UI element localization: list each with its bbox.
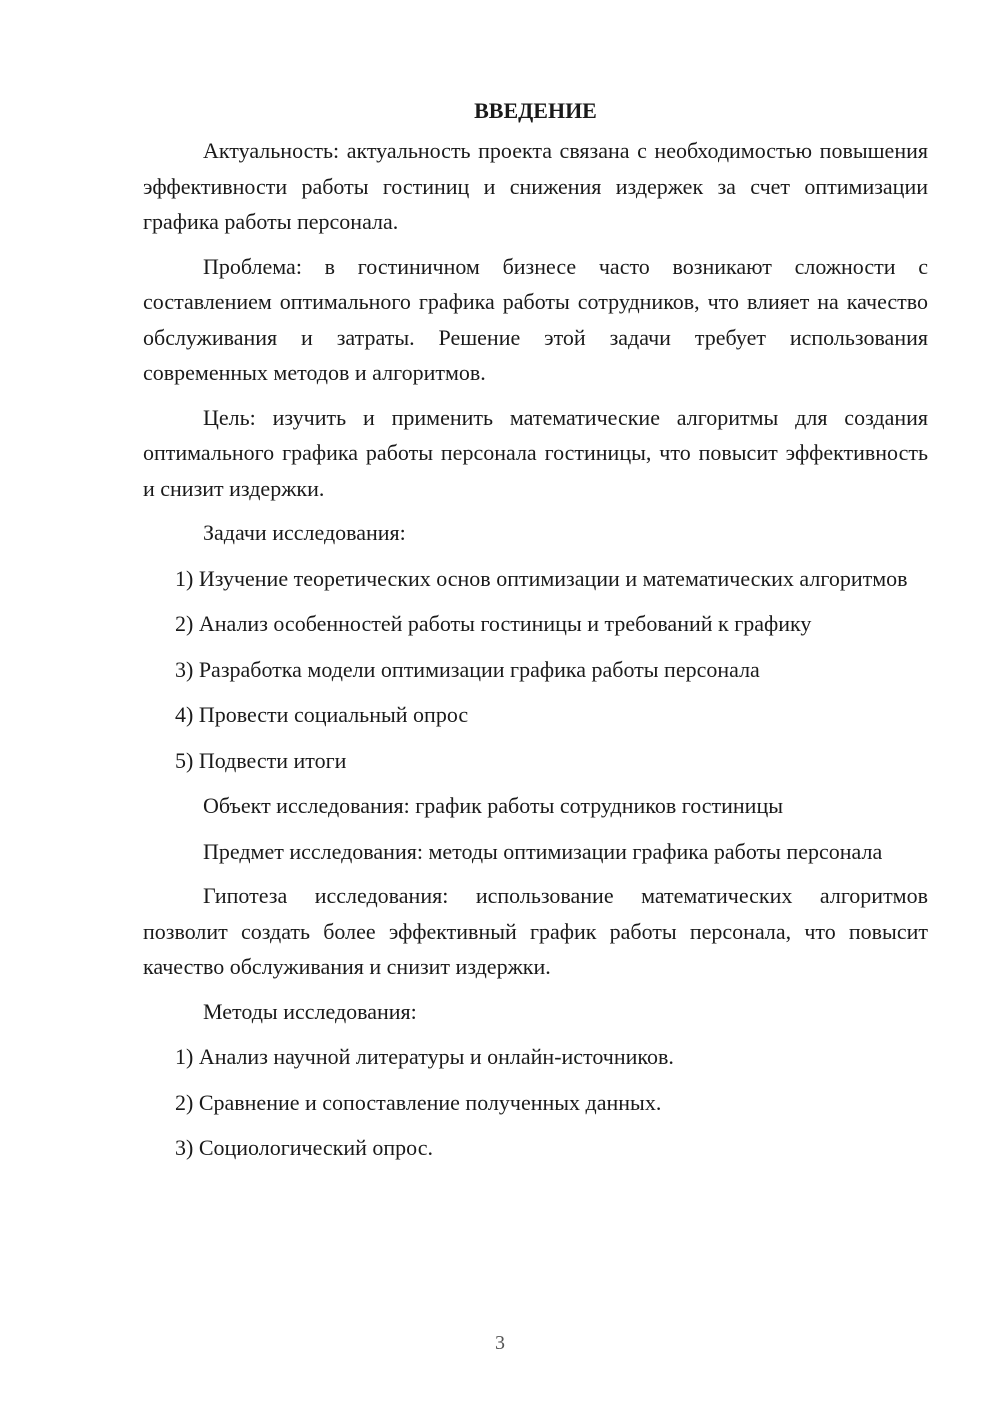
method-item-2: 2) Сравнение и сопоставление полученных данных. bbox=[175, 1089, 662, 1115]
task-item-2: 2) Анализ особенностей работы гостиницы и требований к графику bbox=[175, 611, 812, 636]
paragraph-relevance: Актуальность: актуальность проекта связана с необходимостью повышения эффективности работы гостиниц и снижения издержек за счет оптимизации графика работы персонала. bbox=[143, 138, 928, 234]
page-number: 3 bbox=[495, 1332, 505, 1354]
paragraph-object: Объект исследования: график работы сотрудников гостиницы bbox=[203, 793, 784, 818]
paragraph-problem: Проблема: в гостиничном бизнесе часто возникают сложности с составлением оптимального графика работы сотрудников, что влияет на качество обслуживания и затраты. Решение этой задачи требует использования современных методов и алгоритмов. bbox=[143, 253, 928, 385]
paragraph-goal: Цель: изучить и применить математические алгоритмы для создания оптимального графика работы персонала гостиницы, что повысит эффективность и снизит издержки. bbox=[143, 404, 928, 501]
paragraph-hypothesis: Гипотеза исследования: использование математических алгоритмов позволит создать более эффективный график работы персонала, что повысит качество обслуживания и снизит издержки. bbox=[143, 883, 928, 979]
task-item-3: 3) Разработка модели оптимизации графика работы персонала bbox=[175, 656, 760, 682]
section-title: ВВЕДЕНИЕ bbox=[474, 98, 597, 123]
method-item-1: 1) Анализ научной литературы и онлайн-источников. bbox=[175, 1044, 674, 1069]
task-item-5: 5) Подвести итоги bbox=[175, 747, 347, 773]
task-item-1: 1) Изучение теоретических основ оптимизации и математических алгоритмов bbox=[175, 565, 908, 591]
tasks-heading: Задачи исследования: bbox=[203, 520, 406, 545]
task-item-4: 4) Провести социальный опрос bbox=[175, 702, 469, 727]
methods-heading: Методы исследования: bbox=[203, 998, 417, 1024]
paragraph-subject: Предмет исследования: методы оптимизации графика работы персонала bbox=[203, 838, 883, 864]
method-item-3: 3) Социологический опрос. bbox=[175, 1135, 433, 1160]
document-page bbox=[143, 93, 928, 1176]
